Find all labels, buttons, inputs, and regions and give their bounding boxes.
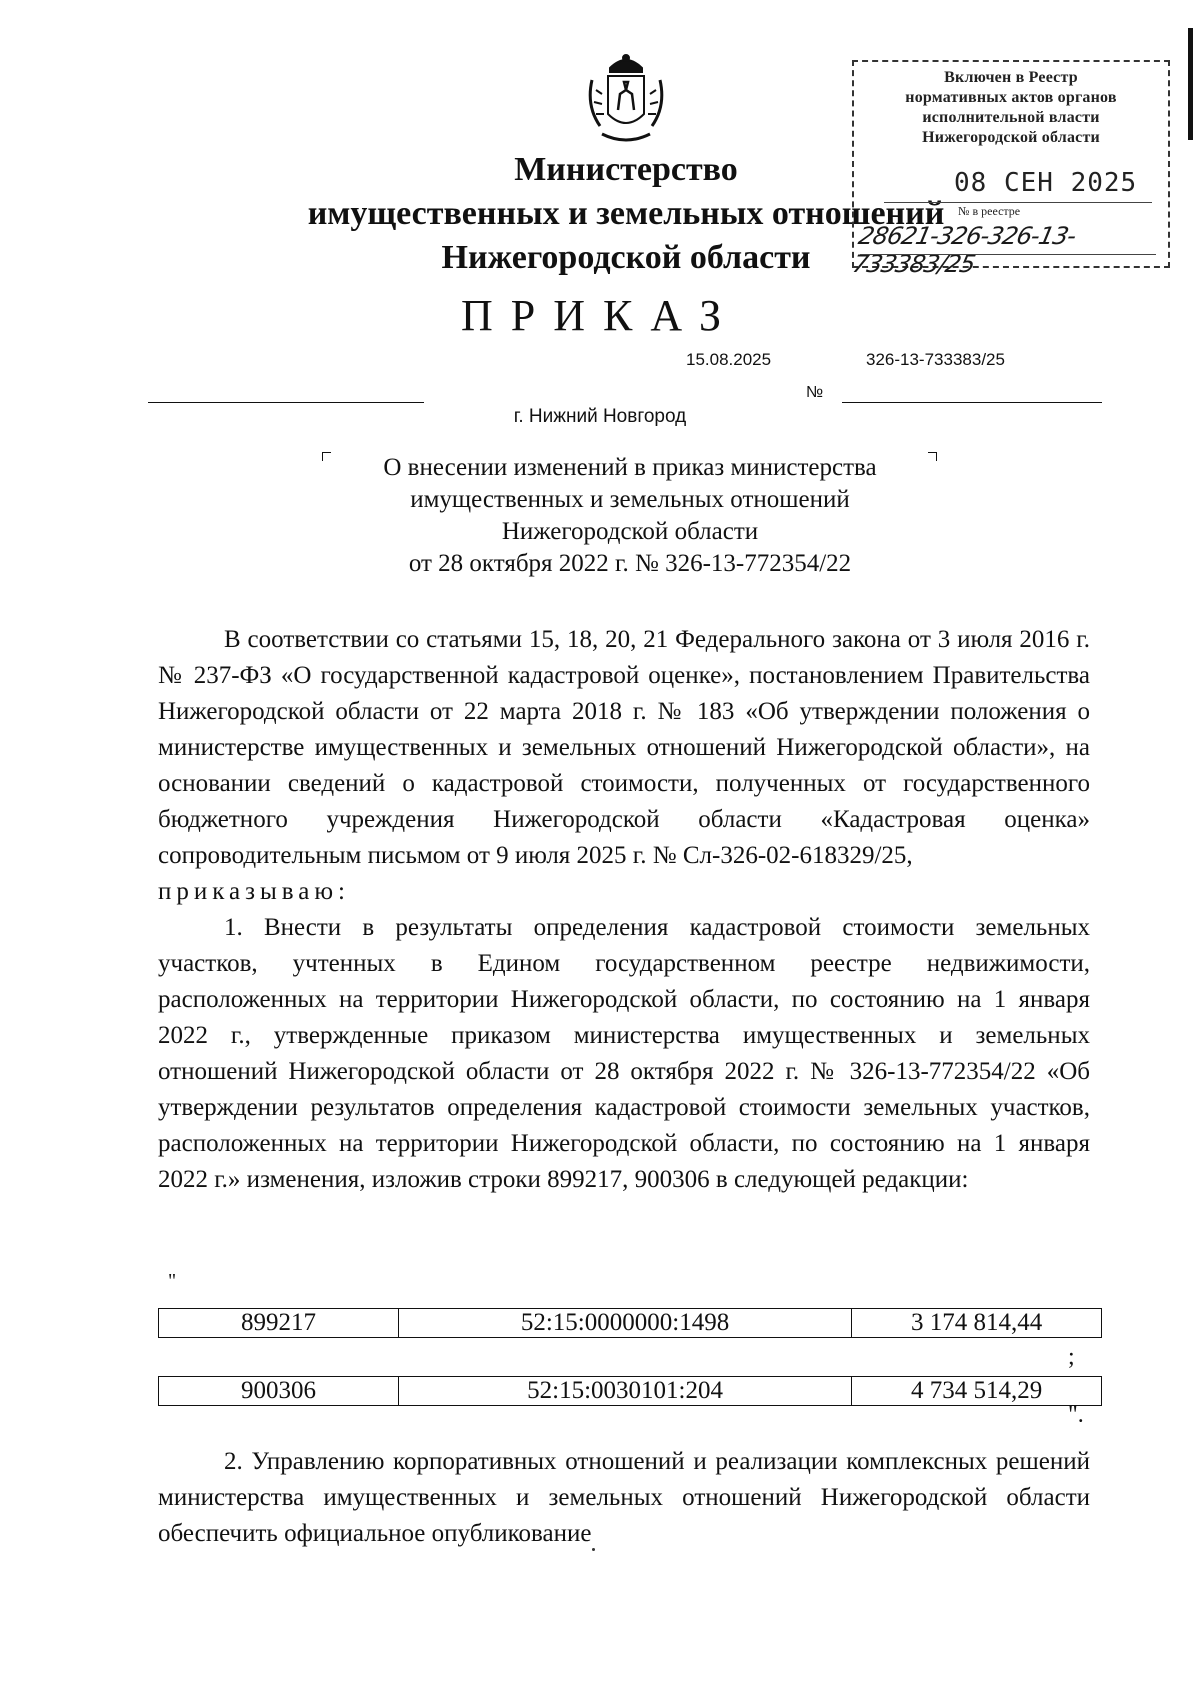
document-title: ПРИКАЗ bbox=[460, 291, 740, 340]
registry-stamp bbox=[850, 60, 1170, 278]
preamble-paragraph: В соответствии со статьями 15, 18, 20, 21 Федерального закона от 3 июля 2016 г. № 237-ФЗ «О государственной кадастровой оценке», постановлением Правительства Нижегородской области от 22 марта 2018 г. № 183 «Об утверждении положения о министерстве имущественных и земельных отношений Нижегородской области», на основании сведений о кадастровой стоимости, полученных от государственного бюджетного учреждения Нижегородской области «Кадастровая оценка» сопроводительным письмом от 9 июля 2025 г. № Сл-326-02-618329/25, bbox=[158, 626, 1090, 869]
subject-line-4: от 28 октября 2022 г. № 326-13-772354/22 bbox=[408, 550, 852, 577]
number-sign: № bbox=[806, 384, 824, 401]
cadastral-table-row-2 bbox=[158, 1376, 1102, 1406]
order-subject bbox=[300, 452, 960, 580]
subject-line-3: Нижегородской области bbox=[501, 518, 759, 545]
stamp-date: 08 СЕН 2025 bbox=[954, 168, 1138, 198]
item-2-paragraph: 2. Управлению корпоративных отношений и реализации комплексных решений министерства имущественных и земельных отношений Нижегородской области обеспечить официальное опубликование bbox=[158, 1448, 1090, 1547]
ministry-line-3: Нижегородской области bbox=[441, 239, 811, 276]
command-word: приказываю: bbox=[158, 878, 350, 905]
stamp-text bbox=[854, 68, 1168, 148]
stamp-line-2: нормативных актов органов bbox=[905, 89, 1117, 106]
order-body-continued bbox=[158, 1444, 1090, 1552]
stamp-line-1: Включен в Реестр bbox=[944, 69, 1078, 86]
ministry-line-1: Министерство bbox=[514, 151, 738, 188]
scan-speck bbox=[592, 1548, 595, 1551]
stamp-line-3: исполнительной власти bbox=[922, 109, 1100, 126]
stamp-registry-number: 28621-326-326-13-733383/25 bbox=[850, 222, 1079, 278]
closing-quote: ". bbox=[1068, 1402, 1084, 1428]
table-row bbox=[159, 1309, 1102, 1338]
date-underline bbox=[148, 402, 424, 403]
scan-edge-mark bbox=[1188, 28, 1193, 140]
row-number-cell: 899217 bbox=[159, 1309, 399, 1338]
row-number-cell: 900306 bbox=[159, 1377, 399, 1406]
stamp-number-underline bbox=[860, 254, 1156, 255]
item-1-paragraph: 1. Внести в результаты определения кадастровой стоимости земельных участков, учтенных в Едином государственном реестре недвижимости, расположенных на территории Нижегородской области, по состоянию на 1 января 2022 г., утвержденные приказом министерства имущественных и земельных отношений Нижегородской области от 28 октября 2022 г. № 326-13-772354/22 «Об утверждении результатов определения кадастровой стоимости земельных участков, расположенных на территории Нижегородской области, по состоянию на 1 января 2022 г.» изменения, изложив строки 899217, 900306 в следующей редакции: bbox=[158, 914, 1090, 1193]
row-separator-semicolon: ; bbox=[1068, 1344, 1075, 1370]
cadastral-value-cell: 3 174 814,44 bbox=[852, 1309, 1102, 1338]
order-date: 15.08.2025 bbox=[686, 350, 772, 369]
cadastral-number-cell: 52:15:0000000:1498 bbox=[398, 1309, 851, 1338]
opening-quote: " bbox=[168, 1270, 177, 1292]
cadastral-value-cell: 4 734 514,29 bbox=[852, 1377, 1102, 1406]
order-body bbox=[158, 622, 1090, 1198]
city: г. Нижний Новгород bbox=[513, 406, 687, 427]
stamp-line-4: Нижегородской области bbox=[922, 129, 1100, 146]
stamp-registry-label: № в реестре bbox=[958, 204, 1021, 218]
order-number: 326-13-733383/25 bbox=[866, 350, 1005, 369]
coat-of-arms-emblem bbox=[580, 50, 672, 150]
stamp-date-underline bbox=[884, 202, 1152, 203]
number-underline bbox=[842, 402, 1102, 403]
ministry-line-2: имущественных и земельных отношений bbox=[307, 195, 945, 232]
subject-line-1: О внесении изменений в приказ министерства bbox=[383, 454, 877, 481]
table-row bbox=[159, 1377, 1102, 1406]
subject-line-2: имущественных и земельных отношений bbox=[410, 486, 850, 513]
cadastral-table-row-1 bbox=[158, 1308, 1102, 1338]
cadastral-number-cell: 52:15:0030101:204 bbox=[398, 1377, 851, 1406]
